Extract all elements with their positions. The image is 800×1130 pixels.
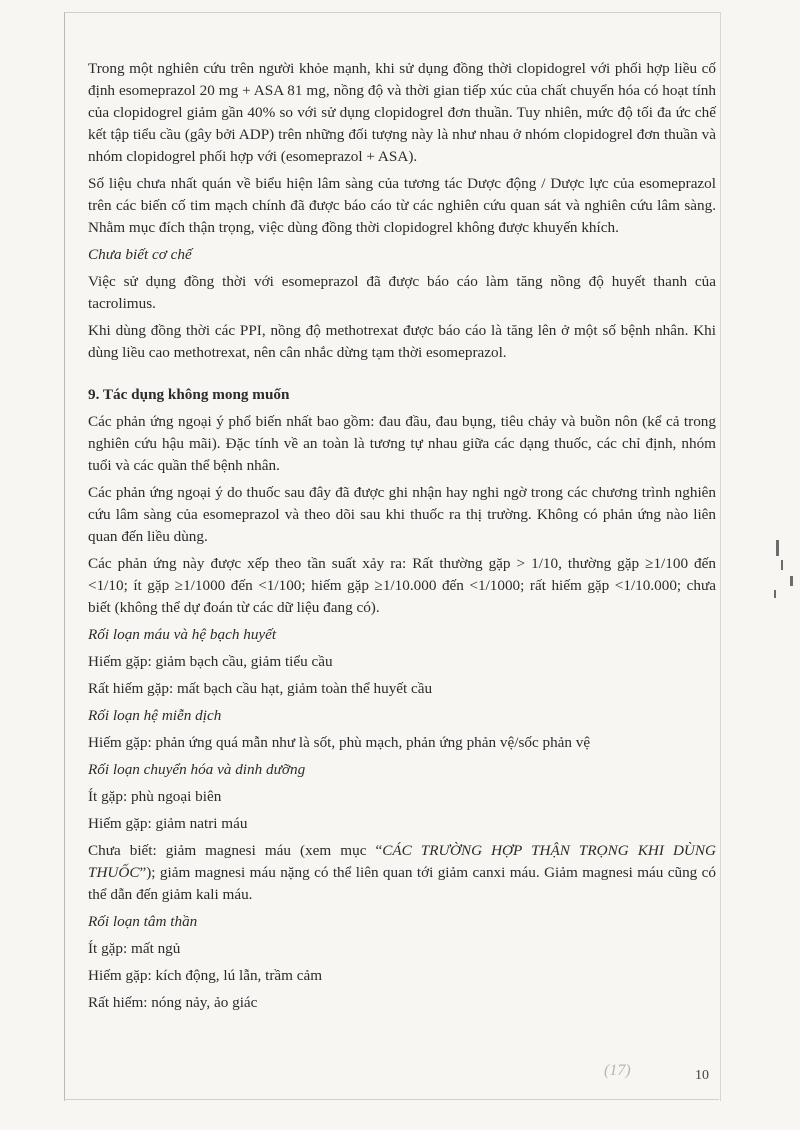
list-item: Hiếm gặp: phản ứng quá mẫn như là sốt, phù mạch, phản ứng phản vệ/sốc phản vệ [88,734,591,751]
subheading: Rối loạn máu và hệ bạch huyết [88,626,277,643]
list-item: Ít gặp: mất ngủ [88,940,181,957]
page-number: 10 [695,1068,709,1083]
section-heading: 9. Tác dụng không mong muốn [88,386,290,403]
list-item: Hiếm gặp: giảm bạch cầu, giảm tiểu cầu [88,653,333,670]
page-frame-bottom [64,1099,719,1100]
paragraph: Các phản ứng này được xếp theo tần suất xảy ra: Rất thường gặp > 1/10, thường gặp ≥1/100 đến <1/10; ít gặp ≥1/1000 đến <1/100; hiếm gặp ≥1/10.000 đến <1/1000; rất hiếm gặp <1/10.000; chưa biết (không thể dự đoán từ các dữ liệu đang có). [88,555,716,616]
paragraph: Các phản ứng ngoại ý phổ biến nhất bao gồm: đau đầu, đau bụng, tiêu chảy và buồn nôn (kể cả trong nghiên cứu hậu mãi). Đặc tính về an toàn là tương tự nhau giữa các dạng thuốc, các chỉ định, nhóm tuổi và các quần thể bệnh nhân. [88,413,716,474]
paragraph: Số liệu chưa nhất quán về biểu hiện lâm sàng của tương tác Dược động / Dược lực của esomeprazol trên các biến cố tim mạch chính đã được báo cáo từ các nghiên cứu quan sát và nghiên cứu lâm sàng. Nhằm mục đích thận trọng, việc dùng đồng thời clopidogrel không được khuyến khích. [88,175,716,236]
handwritten-stamp: (17) [604,1062,631,1079]
list-item: Hiếm gặp: giảm natri máu [88,815,248,832]
list-item: Rất hiếm: nóng nảy, ảo giác [88,994,258,1011]
paragraph: Các phản ứng ngoại ý do thuốc sau đây đã được ghi nhận hay nghi ngờ trong các chương trình nghiên cứu lâm sàng của esomeprazol và theo dõi sau khi thuốc ra thị trường. Không có phản ứng nào liên quan đến liều dùng. [88,484,716,545]
subheading: Rối loạn chuyển hóa và dinh dưỡng [88,761,306,778]
subheading: Rối loạn hệ miễn dịch [88,707,222,724]
scan-mark [781,560,783,570]
scan-mark [774,590,776,598]
list-item: Hiếm gặp: kích động, lú lẫn, trầm cảm [88,967,323,984]
list-item: Ít gặp: phù ngoại biên [88,788,222,805]
subheading: Chưa biết cơ chế [88,246,192,263]
subheading: Rối loạn tâm thần [88,913,198,930]
document-body [88,58,716,1019]
scan-mark [790,576,793,586]
scan-mark [776,540,779,556]
list-item: Rất hiếm gặp: mất bạch cầu hạt, giảm toàn thể huyết cầu [88,680,433,697]
paragraph: Trong một nghiên cứu trên người khỏe mạnh, khi sử dụng đồng thời clopidogrel với phối hợp liều cố định esomeprazol 20 mg + ASA 81 mg, nồng độ và thời gian tiếp xúc của chất chuyển hóa có hoạt tính của clopidogrel giảm gần 40% so với sử dụng clopidogrel đơn thuần. Tuy nhiên, mức độ tối đa ức chế kết tập tiểu cầu (gây bởi ADP) trên những đối tượng này là như nhau ở nhóm clopidogrel đơn thuần và nhóm clopidogrel phối hợp với (esomeprazol + ASA). [88,60,716,165]
paragraph: Khi dùng đồng thời các PPI, nồng độ methotrexat được báo cáo là tăng lên ở một số bệnh nhân. Khi dùng liều cao methotrexat, nên cân nhắc dừng tạm thời esomeprazol. [88,322,716,361]
paragraph: Việc sử dụng đồng thời với esomeprazol đã được báo cáo làm tăng nồng độ huyết thanh của tacrolimus. [88,273,716,312]
list-item: Chưa biết: giảm magnesi máu (xem mục “CÁC TRƯỜNG HỢP THẬN TRỌNG KHI DÙNG THUỐC”); giảm magnesi máu nặng có thể liên quan tới giảm canxi máu. Giảm magnesi máu cũng có thể dẫn đến giảm kali máu. [88,842,716,903]
